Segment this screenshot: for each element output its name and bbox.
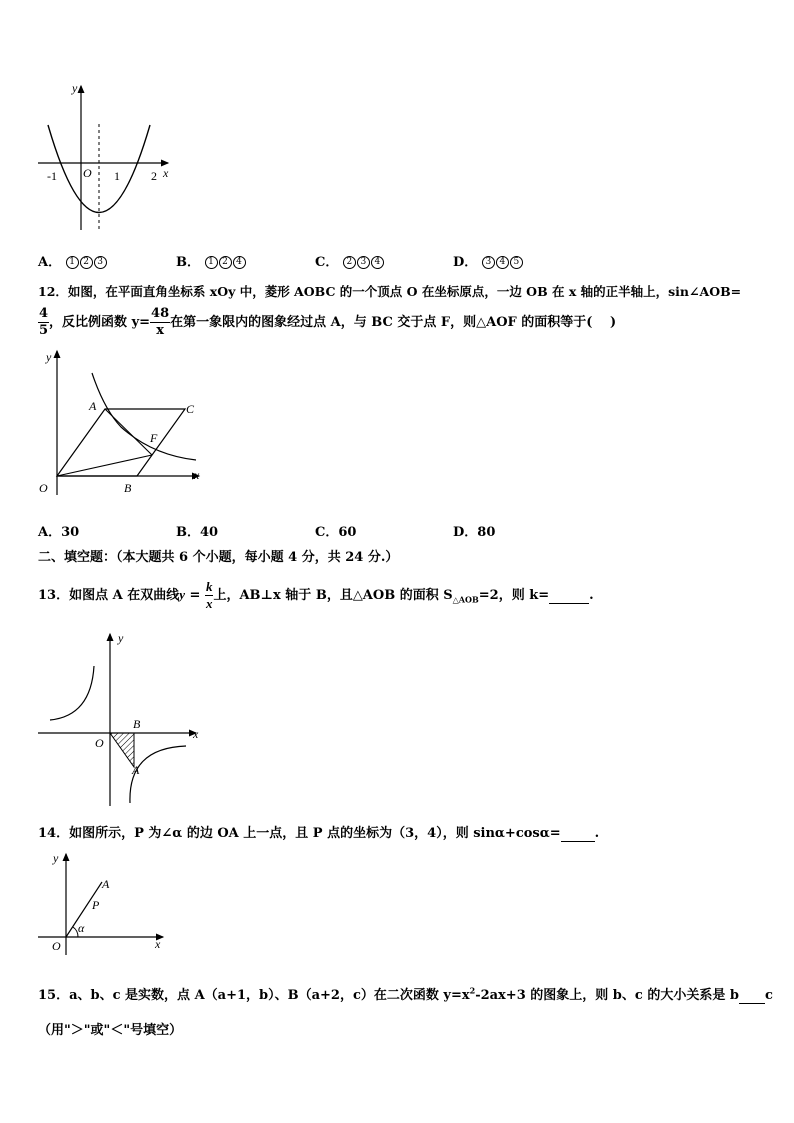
tick-2: 2 [151, 169, 157, 183]
x-label: x [155, 937, 161, 951]
y-label: y [46, 350, 52, 364]
q13-hyperbola-graph [36, 628, 206, 808]
fraction-48-x: $\frac{48}{x}$ [151, 306, 170, 338]
q12-option-d[interactable]: D．80 [453, 525, 496, 540]
alpha-label: α [78, 921, 85, 935]
point-a-label: A [102, 877, 110, 891]
y-label: y [72, 81, 78, 95]
x-label: x [193, 727, 199, 741]
point-b-label: B [133, 717, 141, 731]
point-c-label: C [186, 402, 195, 416]
q12-option-c[interactable]: C．60 [315, 525, 357, 540]
tick-minus1: -1 [47, 169, 57, 183]
segment-of [57, 455, 152, 476]
origin-label: O [52, 939, 61, 953]
q13-answer-blank[interactable] [549, 588, 589, 604]
q12-rhombus-graph [34, 345, 209, 497]
q11-option-a[interactable]: A． 1 2 3 [38, 251, 108, 270]
fraction-k-x: $\frac{k}{x}$ [205, 579, 213, 611]
hyperbola-branch-left [50, 666, 94, 720]
y-label: y [118, 631, 124, 645]
q12-stem-line2: $\frac{4}{5}$ ，反比例函数 y= $\frac{48}{x}$ 在第一象限内的图象经过点 A，与 BC 交于点 F，则△AOF 的面积等于( ) [39, 306, 617, 338]
q14-answer-blank[interactable] [561, 826, 595, 842]
tick-1: 1 [114, 169, 120, 183]
rhombus-aobc [57, 409, 185, 476]
point-a-label: A [132, 763, 140, 777]
origin-label: O [95, 736, 104, 750]
point-a-label: A [89, 399, 97, 413]
fraction-4-5: $\frac{4}{5}$ [39, 306, 49, 338]
q14-angle-graph [36, 850, 168, 960]
q13-stem: 13．如图点 A 在双曲线y = $\frac{k}{x}$ 上，AB⊥x 轴于 B，且△AOB 的面积 $S_{\triangle AOB}=2$，则 k= . [38, 579, 594, 611]
section-heading-fill-in: 二、填空题：（本大题共 6 个小题，每小题 4 分，共 24 分.） [38, 550, 399, 565]
point-b-label: B [124, 481, 132, 495]
q11-option-d[interactable]: D． 3 4 5 [453, 251, 524, 270]
y-label: y [53, 851, 59, 865]
q12-option-a[interactable]: A．30 [38, 525, 80, 540]
x-label: x [163, 166, 169, 180]
q15-stem: 15．a、b、c 是实数，点 A（a+1，b）、B（a+2，c）在二次函数 $y=x^2-2ax+3$ 的图象上，则 b、c 的大小关系是 b c [38, 985, 773, 1003]
q12-stem-line1: 12．如图，在平面直角坐标系 xOy 中，菱形 AOBC 的一个顶点 O 在坐标原点，一边 OB 在 x 轴的正半轴上，sin∠AOB= [38, 284, 742, 299]
x-label: x [194, 468, 200, 482]
q11-option-b[interactable]: B． 1 2 4 [176, 251, 247, 270]
origin-label: O [39, 481, 48, 495]
q11-parabola-graph [36, 80, 176, 235]
q15-answer-blank[interactable] [739, 988, 765, 1004]
q14-stem: 14．如图所示，P 为∠α 的边 OA 上一点，且 P 点的坐标为（3，4），则 sinα+cosα= . [38, 826, 600, 841]
point-f-label: F [150, 431, 158, 445]
q11-option-c[interactable]: C． 2 3 4 [315, 251, 385, 270]
q15-stem-line2: （用"＞"或"＜"号填空） [38, 1023, 183, 1038]
q12-option-b[interactable]: B．40 [176, 525, 219, 540]
shaded-triangle-aob [110, 733, 134, 767]
origin-label: O [83, 166, 92, 180]
point-p-label: P [92, 898, 100, 912]
